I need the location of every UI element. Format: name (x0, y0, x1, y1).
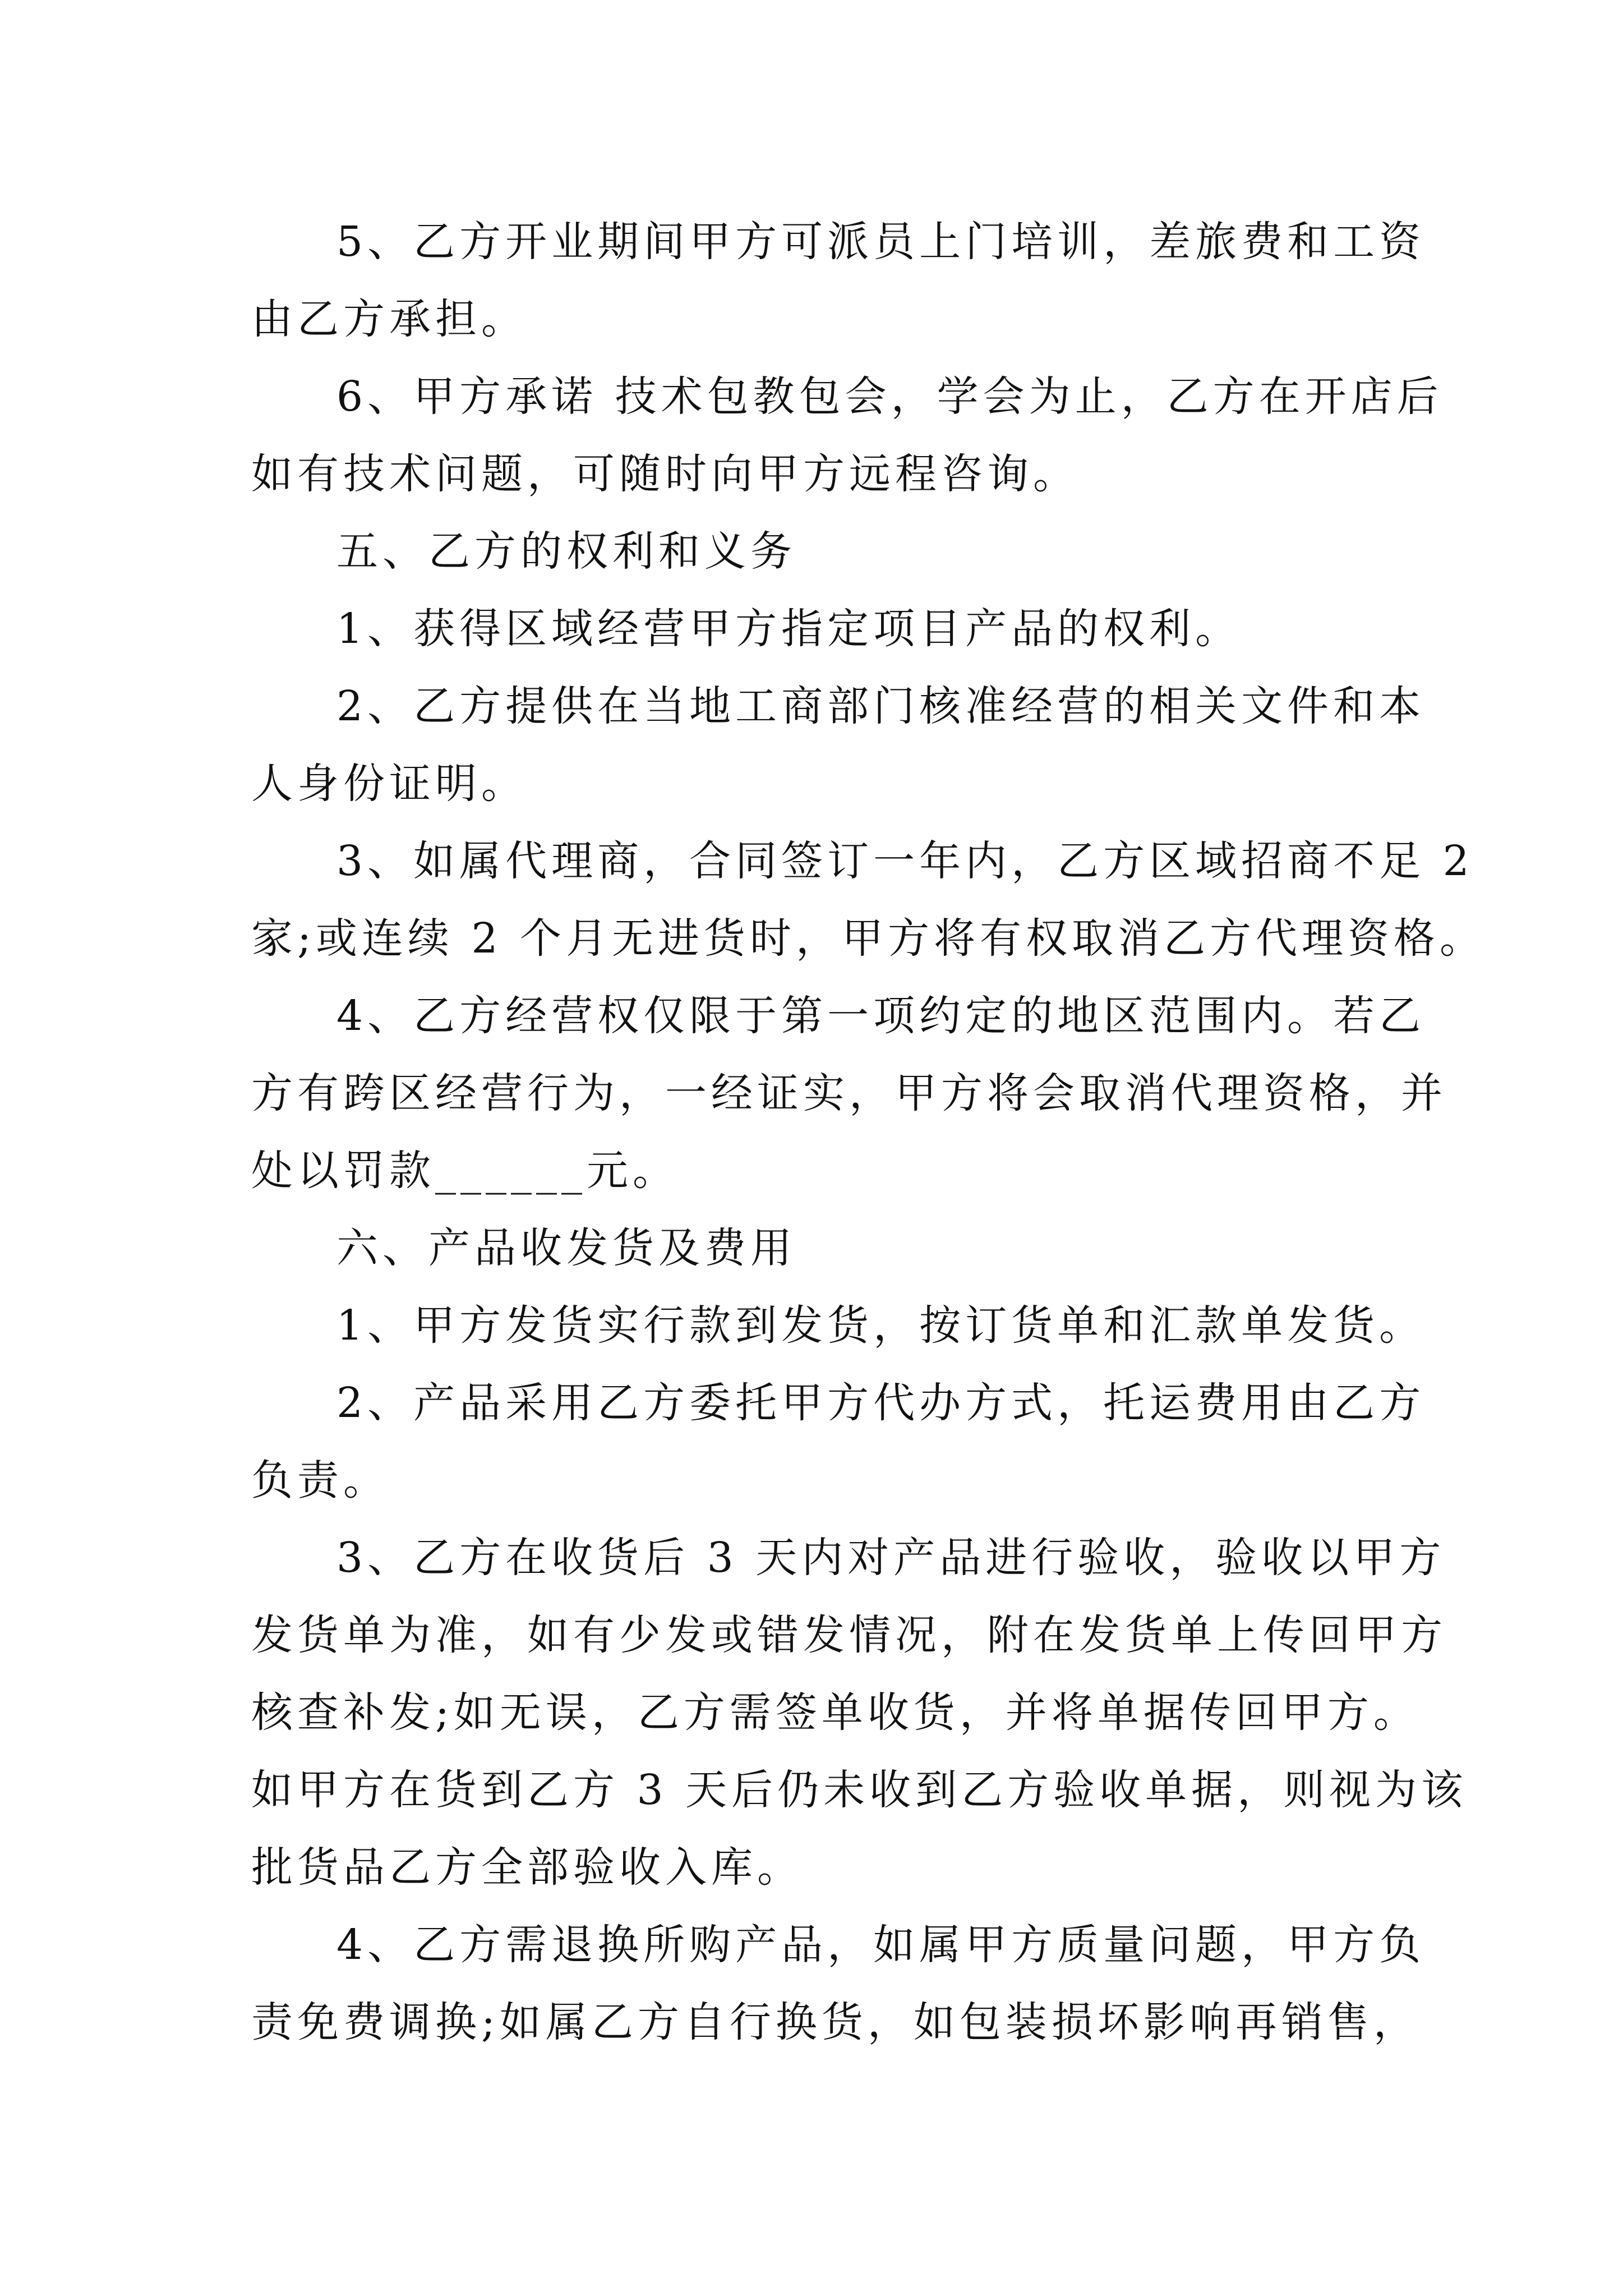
text-line: 1、获得区域经营甲方指定项目产品的权利。 (336, 605, 1242, 653)
text-line: 发货单为准，如有少发或错发情况，附在发货单上传回甲方 (251, 1611, 1447, 1659)
section-heading: 六、产品收发货及费用 (336, 1224, 796, 1272)
text-line: 3、如属代理商，合同签订一年内，乙方区域招商不足 2 (336, 837, 1474, 885)
text-line: 由乙方承担。 (251, 295, 527, 343)
text-line: 1、甲方发货实行款到发货，按订货单和汇款单发货。 (336, 1301, 1426, 1350)
text-line: 5、乙方开业期间甲方可派员上门培训，差旅费和工资 (336, 218, 1426, 266)
text-line: 3、乙方在收货后 3 天内对产品进行验收，验收以甲方 (336, 1534, 1446, 1582)
text-line: 核查补发;如无误，乙方需签单收货，并将单据传回甲方。 (251, 1688, 1419, 1737)
text-line: 处以罚款______元。 (251, 1147, 679, 1195)
text-line: 批货品乙方全部验收入库。 (251, 1843, 803, 1892)
text-line: 家;或连续 2 个月无进货时，甲方将有权取消乙方代理资格。 (251, 914, 1486, 963)
text-line: 6、甲方承诺 技术包教包会，学会为止，乙方在开店后 (336, 372, 1443, 421)
text-line: 责免费调换;如属乙方自行换货，如包装损坏影响再销售， (251, 1998, 1419, 2046)
section-heading: 五、乙方的权利和义务 (336, 527, 796, 576)
text-line: 2、乙方提供在当地工商部门核准经营的相关文件和本 (336, 682, 1426, 730)
text-line: 如甲方在货到乙方 3 天后仍未收到乙方验收单据，则视为该 (251, 1766, 1468, 1814)
text-line: 2、产品采用乙方委托甲方代办方式，托运费用由乙方 (336, 1379, 1426, 1427)
text-line: 如有技术问题，可随时向甲方远程咨询。 (251, 450, 1079, 498)
text-line: 4、乙方需退换所购产品，如属甲方质量问题，甲方负 (336, 1921, 1426, 1969)
text-line: 4、乙方经营权仅限于第一项约定的地区范围内。若乙 (336, 992, 1426, 1040)
text-line: 方有跨区经营行为，一经证实，甲方将会取消代理资格，并 (251, 1069, 1447, 1117)
text-line: 负责。 (251, 1456, 389, 1504)
text-line: 人身份证明。 (251, 760, 527, 808)
